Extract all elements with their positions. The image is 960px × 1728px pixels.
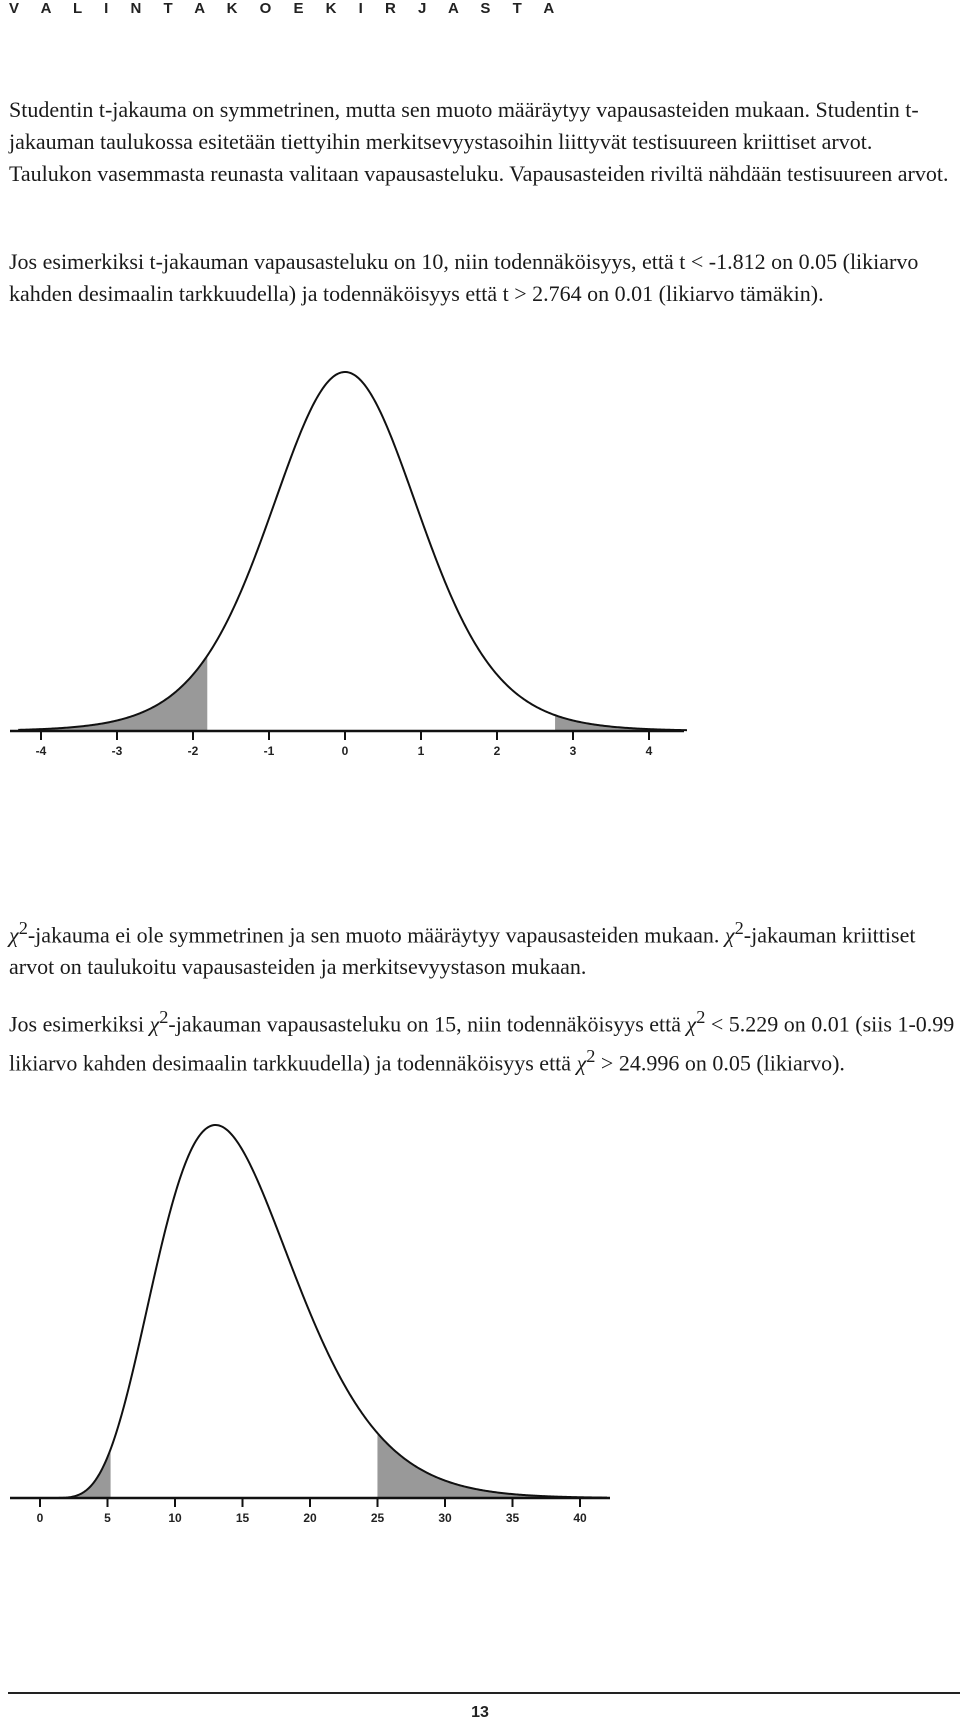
chi-symbol: χ — [576, 1050, 587, 1076]
x-tick-label: 5 — [104, 1511, 111, 1525]
x-tick-label: 4 — [645, 744, 653, 758]
chi-symbol: χ — [149, 1011, 160, 1037]
x-tick-label: 30 — [438, 1511, 452, 1525]
superscript: 2 — [586, 1046, 596, 1067]
superscript: 2 — [18, 918, 28, 938]
x-tick-label: 1 — [417, 744, 425, 758]
running-header: V A L I N T A K O E K I R J A S T A — [9, 0, 564, 17]
x-tick-label: 25 — [370, 1511, 385, 1525]
x-tick-label: 20 — [303, 1511, 317, 1525]
chi-symbol: χ — [724, 922, 735, 948]
shaded-tail-region-1 — [18, 656, 207, 731]
superscript: 2 — [734, 918, 744, 938]
text-fragment: -jakauman vapausasteluku on 15, niin todennäköisyys että — [168, 1011, 687, 1037]
paragraph-chi2-example — [9, 1001, 959, 1080]
paragraph-t-distribution-intro: Studentin t-jakauma on symmetrinen, mutta sen muoto määräytyy vapausasteiden mukaan. Studentin t-jakauman taulukossa esitetään tiettyihin merkitsevyystasoihin liittyvät testisuureen kriittiset arvot. Taulukon vasemmasta reunasta valitaan vapausasteluku. Vapausasteiden riviltä nähdään testisuureen arvot. — [9, 97, 949, 186]
x-tick-label: -2 — [187, 744, 199, 758]
x-tick-label: -1 — [263, 744, 275, 758]
chi-symbol: χ — [686, 1011, 697, 1037]
x-tick-label: 0 — [36, 1511, 44, 1525]
chi2-distribution-chart — [0, 1115, 700, 1535]
t-distribution-chart — [0, 360, 700, 760]
chi-symbol: χ — [9, 922, 19, 948]
page-number: 13 — [471, 1704, 489, 1721]
paragraph-t-distribution-example: Jos esimerkiksi t-jakauman vapausasteluku on 10, niin todennäköisyys, että t < -1.812 on 0.05 (likiarvo kahden desimaalin tarkkuudella) ja todennäköisyys että t > 2.764 on 0.01 (likiarvo tämäkin). — [9, 249, 919, 306]
x-tick-label: 3 — [569, 744, 577, 758]
superscript: 2 — [696, 1007, 706, 1027]
density-curve — [18, 372, 687, 730]
footer-rule — [8, 1692, 960, 1694]
superscript: 2 — [159, 1007, 169, 1027]
shaded-tail-region-2 — [377, 1433, 607, 1498]
x-tick-label: 10 — [168, 1511, 182, 1525]
x-tick-label: 0 — [341, 744, 349, 758]
text-fragment: > 24.996 on 0.05 (likiarvo). — [595, 1050, 845, 1076]
x-tick-label: 2 — [493, 744, 501, 758]
paragraph-chi2-intro — [9, 912, 959, 983]
text-fragment: Jos esimerkiksi — [9, 1011, 150, 1037]
text-fragment: < 5.229 on 0.01 (siis 1-0.99 likiarvo kahden desimaalin tarkkuudella) ja todennäköisyys että — [9, 1011, 955, 1076]
shaded-tail-region-2 — [555, 715, 687, 731]
x-tick-label: 35 — [505, 1511, 520, 1525]
x-tick-label: 40 — [573, 1511, 587, 1525]
text-fragment: -jakauman kriittiset arvot on taulukoitu vapausasteiden ja merkitsevyystason mukaan. — [9, 922, 916, 980]
x-tick-label: -4 — [35, 744, 47, 758]
text-fragment: -jakauma ei ole symmetrinen ja sen muoto määräytyy vapausasteiden mukaan. — [27, 922, 725, 948]
density-curve — [40, 1125, 607, 1498]
x-tick-label: 15 — [235, 1511, 250, 1525]
x-tick-label: -3 — [111, 744, 123, 758]
